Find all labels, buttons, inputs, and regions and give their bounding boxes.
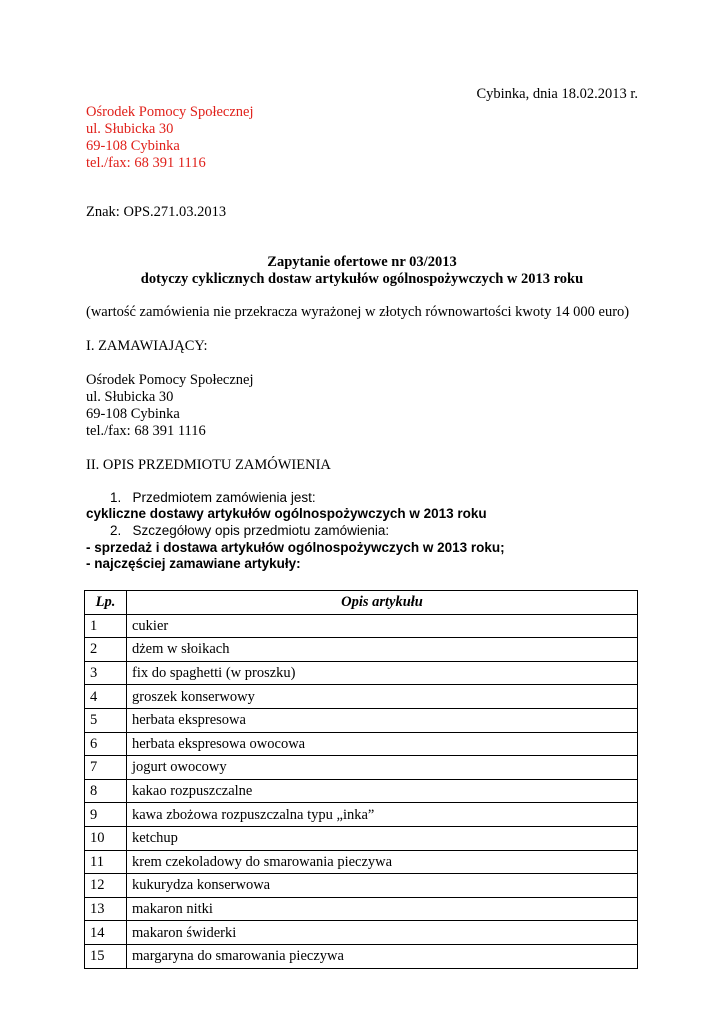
row-description: fix do spaghetti (w proszku)	[127, 661, 638, 685]
row-number: 11	[85, 850, 127, 874]
row-number: 8	[85, 779, 127, 803]
table-row	[85, 803, 638, 827]
row-number: 3	[85, 661, 127, 685]
row-description: jogurt owocowy	[127, 756, 638, 780]
orderer-address	[86, 372, 254, 440]
reference-number: Znak: OPS.271.03.2013	[86, 204, 227, 220]
list-item-1: 1. Przedmiotem zamówienia jest:	[110, 490, 316, 505]
row-number: 7	[85, 756, 127, 780]
table-row	[85, 661, 638, 685]
articles-table	[84, 590, 638, 969]
row-number: 15	[85, 944, 127, 968]
table-row	[85, 921, 638, 945]
section2-heading: II. OPIS PRZEDMIOTU ZAMÓWIENIA	[86, 457, 331, 473]
row-number: 4	[85, 685, 127, 709]
orderer-city: 69-108 Cybinka	[86, 406, 180, 422]
row-description: kawa zbożowa rozpuszczalna typu „inka”	[127, 803, 638, 827]
row-description: makaron nitki	[127, 897, 638, 921]
row-description: kukurydza konserwowa	[127, 874, 638, 898]
sender-city: 69-108 Cybinka	[86, 138, 180, 154]
table-row	[85, 897, 638, 921]
row-number: 9	[85, 803, 127, 827]
row-description: groszek konserwowy	[127, 685, 638, 709]
sender-phone: tel./fax: 68 391 1116	[86, 155, 206, 171]
header-description: Opis artykułu	[127, 591, 638, 615]
table-row	[85, 779, 638, 803]
orderer-street: ul. Słubicka 30	[86, 389, 174, 405]
list-item-2-detail-1: - sprzedaż i dostawa artykułów ogólnospożywczych w 2013 roku;	[86, 540, 505, 555]
row-number: 1	[85, 614, 127, 638]
sender-street: ul. Słubicka 30	[86, 121, 174, 137]
place-date: Cybinka, dnia 18.02.2013 r.	[476, 86, 638, 102]
row-description: ketchup	[127, 826, 638, 850]
table-row	[85, 614, 638, 638]
row-description: kakao rozpuszczalne	[127, 779, 638, 803]
row-number: 12	[85, 874, 127, 898]
table-row	[85, 850, 638, 874]
table-row	[85, 732, 638, 756]
table-row	[85, 685, 638, 709]
row-description: dżem w słoikach	[127, 638, 638, 662]
row-description: margaryna do smarowania pieczywa	[127, 944, 638, 968]
table-row	[85, 756, 638, 780]
row-number: 2	[85, 638, 127, 662]
document-title: Zapytanie ofertowe nr 03/2013	[267, 254, 457, 270]
table-row	[85, 638, 638, 662]
table-row	[85, 826, 638, 850]
table-header-row	[85, 591, 638, 615]
sender-name: Ośrodek Pomocy Społecznej	[86, 104, 254, 120]
row-number: 5	[85, 708, 127, 732]
row-description: krem czekoladowy do smarowania pieczywa	[127, 850, 638, 874]
list-item-2-detail-2: - najczęściej zamawiane artykuły:	[86, 556, 301, 571]
table-row	[85, 944, 638, 968]
header-lp: Lp.	[85, 591, 127, 615]
table-row	[85, 708, 638, 732]
row-description: herbata ekspresowa	[127, 708, 638, 732]
row-number: 6	[85, 732, 127, 756]
list-item-2: 2. Szczegółowy opis przedmiotu zamówienia:	[110, 523, 390, 538]
sender-block	[86, 104, 254, 172]
orderer-name: Ośrodek Pomocy Społecznej	[86, 372, 254, 388]
orderer-phone: tel./fax: 68 391 1116	[86, 423, 206, 439]
row-number: 10	[85, 826, 127, 850]
document-subtitle: dotyczy cyklicznych dostaw artykułów ogólnospożywczych w 2013 roku	[140, 271, 584, 287]
row-number: 14	[85, 921, 127, 945]
row-number: 13	[85, 897, 127, 921]
list-item-1-detail: cykliczne dostawy artykułów ogólnospożywczych w 2013 roku	[86, 506, 487, 521]
value-note: (wartość zamówienia nie przekracza wyrażonej w złotych równowartości kwoty 14 000 euro)	[86, 304, 630, 320]
row-description: herbata ekspresowa owocowa	[127, 732, 638, 756]
row-description: cukier	[127, 614, 638, 638]
section1-heading: I. ZAMAWIAJĄCY:	[86, 338, 208, 354]
row-description: makaron świderki	[127, 921, 638, 945]
table-row	[85, 874, 638, 898]
